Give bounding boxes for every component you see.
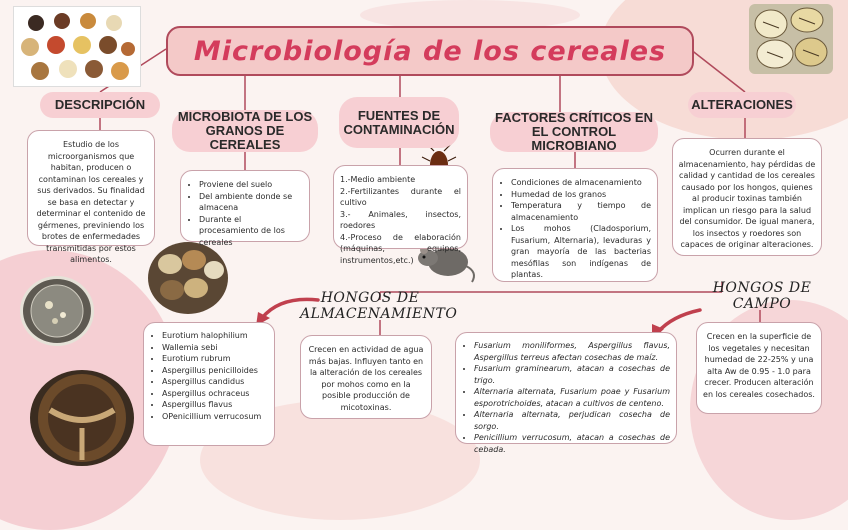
- list-item: 4.-Proceso de elaboración (máquinas, equipos, instrumentos,etc.): [340, 232, 461, 265]
- arrow-right-curve: [658, 310, 700, 332]
- mold-plate-image: [30, 370, 134, 466]
- list-item: • Durante el procesamiento de los cereales: [199, 214, 303, 249]
- list-item: • Condiciones de almacenamiento: [511, 177, 651, 189]
- list-item: • Wallemia sebi: [162, 342, 268, 354]
- list-item: • Aspergillus flavus: [162, 399, 268, 411]
- cracked-grains-photo: [749, 4, 833, 74]
- heading-hongos-campo: HONGOS DE CAMPO: [712, 280, 812, 312]
- list-item: • Eurotium halophilium: [162, 330, 268, 342]
- card-hongos-almacenamiento-text: [300, 335, 432, 419]
- species-list: [150, 330, 268, 422]
- list-item: • Aspergillus penicilloides: [162, 365, 268, 377]
- card-hongos-campo-examples: [455, 332, 677, 454]
- card-factores: [492, 168, 658, 282]
- hongos-campo-text: Crecen en la superficie de los vegetales y necesitan humedad de 22-25% y una alta Aw de 0.95 - 1.0 para crecer. Producen alteración en los cereales cosechados.: [703, 332, 815, 399]
- factores-list: [499, 177, 651, 281]
- card-hongos-campo-text: [696, 322, 822, 414]
- page-title: Microbiología de los cereales: [166, 26, 694, 76]
- heading-alteraciones: ALTERACIONES: [688, 92, 796, 118]
- grain-bowls-photo: [13, 6, 141, 87]
- list-item: • Eurotium rubrum: [162, 353, 268, 365]
- list-item: • Proviene del suelo: [199, 179, 303, 191]
- list-item: • Fusarium moniliformes, Aspergillus flavus, Aspergillus terreus afectan cosechas de maíz.: [474, 340, 670, 363]
- heading-descripcion: DESCRIPCIÓN: [40, 92, 160, 118]
- grain-bowls-image: [14, 7, 140, 86]
- petri-dish-image: [23, 279, 91, 343]
- descripcion-text: Estudio de los microorganismos que habitan, producen o contaminan los cereales y sus derivados. Su finalidad se basa en detectar y determinar el contenido de gérmenes, previniendo los brotes de enfermedades transmitidas por estos alimentos.: [36, 140, 146, 264]
- alteraciones-text: Ocurren durante el almacenamiento, hay pérdidas de calidad y cantidad de los cereales causado por los hongos, quienes al producir toxinas también implican un riesgo para la salud del consumidor. De igual manera, los insectos y roedores son capaces de originar alteraciones.: [678, 148, 816, 249]
- list-item: • Fusarium graminearum, atacan a cosechas de trigo.: [474, 363, 670, 386]
- card-alteraciones: [672, 138, 822, 256]
- list-item: • Los mohos (Cladosporium, Fusarium, Alternaria), levaduras y gran mayoría de las bacterias mesófilas son indígenas de plantas.: [511, 223, 651, 281]
- card-hongos-almacenamiento-species: [143, 322, 275, 446]
- heading-factores: FACTORES CRÍTICOS EN EL CONTROL MICROBIANO: [490, 112, 658, 152]
- list-item: • Alternaria alternata, Fusarium poae y Fusarium esporotrichoides, atacan a cultivos de centeno.: [474, 386, 670, 409]
- list-item: • Temperatura y tiempo de almacenamiento: [511, 200, 651, 223]
- list-item: • Penicillium verrucosum, atacan a cosechas de cebada.: [474, 432, 670, 455]
- card-fuentes: [333, 165, 468, 265]
- card-microbiota: [180, 170, 310, 247]
- list-item: 3.- Animales, insectos, roedores: [340, 209, 461, 230]
- mold-plate-photo: [30, 370, 134, 466]
- campo-list: [462, 340, 670, 455]
- list-item: • OPenicillium verrucosum: [162, 411, 268, 423]
- microbiota-list: [187, 179, 303, 248]
- heading-microbiota: MICROBIOTA DE LOS GRANOS DE CEREALES: [172, 110, 318, 152]
- grain-sacks-image: [148, 242, 228, 314]
- list-item: • Aspergillus candidus: [162, 376, 268, 388]
- list-item: • Alternaria alternata, perjudican cosecha de sorgo.: [474, 409, 670, 432]
- list-item: • Aspergillus ochraceus: [162, 388, 268, 400]
- grain-sacks-photo: [148, 242, 228, 314]
- list-item: • Humedad de los granos: [511, 189, 651, 201]
- card-descripcion: [27, 130, 155, 264]
- list-item: 2.-Fertilizantes durante el cultivo: [340, 186, 461, 207]
- petri-dish-photo: [20, 276, 94, 346]
- list-item: • Del ambiente donde se almacena: [199, 191, 303, 214]
- cracked-grains-image: [749, 4, 833, 74]
- heading-hongos-almacenamiento: HONGOS DE ALMACENAMIENTO: [300, 290, 458, 322]
- list-item: 1.-Medio ambiente: [340, 175, 416, 184]
- heading-fuentes: FUENTES DE CONTAMINACIÓN: [339, 97, 459, 148]
- hongos-almacenamiento-text: Crecen en actividad de agua más bajas. Influyen tanto en la alteración de los cereales por mohos como en la posible producción de micotoxinas.: [308, 345, 424, 412]
